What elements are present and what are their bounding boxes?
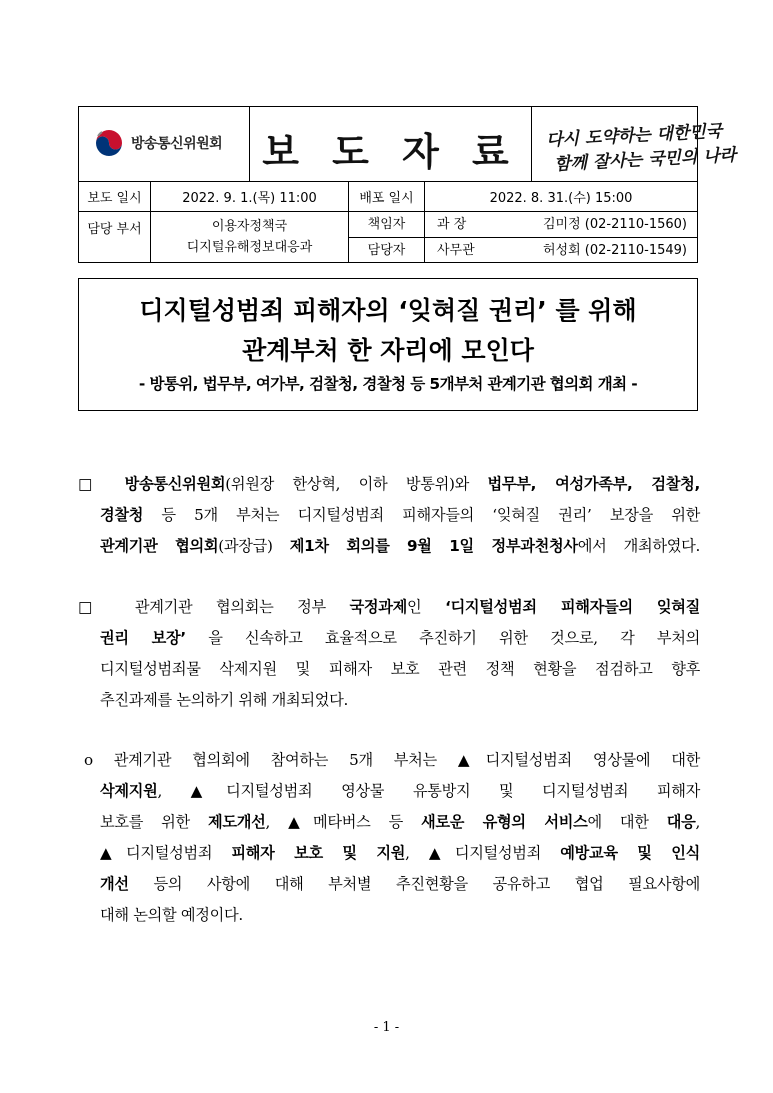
headline-line-2: 관계부처 한 자리에 모인다 bbox=[242, 336, 534, 365]
checkbox-bullet-icon: □ bbox=[78, 475, 107, 493]
text: 등 5개 부처는 디지털성범죄 피해자들의 ‘잊혀질 권리’ 보장을 위한 bbox=[143, 506, 700, 524]
text: (위원장 한상혁, 이하 방통위)와 bbox=[225, 475, 488, 493]
p3-line-2 bbox=[78, 776, 700, 807]
release-label: 보도 일시 bbox=[79, 182, 151, 211]
p1-line-1 bbox=[78, 469, 700, 500]
responsible-label: 책임자 bbox=[349, 212, 424, 238]
responsible-role: 과 장 bbox=[437, 217, 467, 232]
slogan-cell bbox=[532, 107, 737, 181]
department-row bbox=[79, 212, 697, 262]
dept-line-1: 이용자정책국 bbox=[211, 219, 288, 234]
text: 인 bbox=[407, 598, 446, 616]
distribution-value: 2022. 8. 31.(수) 15:00 bbox=[489, 191, 633, 206]
text-bold: 대응 bbox=[666, 813, 696, 831]
p1-line-3 bbox=[78, 531, 700, 562]
release-info-row bbox=[79, 182, 697, 212]
p2-line-3: 디지털성범죄물 삭제지원 및 피해자 보호 관련 정책 현황을 점검하고 향후 bbox=[100, 660, 700, 678]
p3-line-1: o 관계기관 협의회에 참여하는 5개 부처는 ▲디지털성범죄 영상물에 대한 bbox=[84, 751, 700, 769]
text: 보호를 위한 bbox=[100, 813, 208, 831]
contact-values bbox=[425, 212, 697, 262]
p3-line-4 bbox=[78, 838, 700, 869]
text: 을 신속하고 효율적으로 추진하기 위한 것으로, 각 부처의 bbox=[185, 629, 700, 647]
contact-labels bbox=[349, 212, 425, 262]
contact-row bbox=[425, 238, 697, 263]
text-bold: 제도개선 bbox=[208, 813, 266, 831]
text: ▲디지털성범죄 bbox=[100, 844, 232, 862]
text: 에 대한 bbox=[587, 813, 667, 831]
text-bold: 삭제지원 bbox=[100, 782, 158, 800]
paragraph-1 bbox=[78, 469, 700, 562]
dept-label: 담당 부서 bbox=[79, 212, 151, 262]
release-value: 2022. 9. 1.(목) 11:00 bbox=[151, 182, 349, 211]
p3-line-6: 대해 논의할 예정이다. bbox=[100, 906, 243, 924]
paragraph-3 bbox=[78, 745, 700, 931]
text-bold: 국정과제 bbox=[349, 598, 408, 616]
dept-line-2: 디지털유해정보대응과 bbox=[186, 240, 313, 255]
text-bold: 피해자 보호 및 지원 bbox=[231, 844, 406, 862]
text-bold: 법무부, 여성가족부, 검찰청, bbox=[487, 475, 701, 493]
page-number: - 1 - bbox=[373, 1020, 400, 1035]
contact-role: 사무관 bbox=[437, 242, 475, 258]
government-emblem-icon bbox=[93, 127, 125, 159]
text: (과장급) bbox=[218, 537, 290, 555]
text: , ▲디지털성범죄 영상물 유통방지 및 디지털성범죄 피해자 bbox=[157, 782, 700, 800]
contact-label: 담당자 bbox=[367, 242, 406, 258]
press-release-header bbox=[78, 106, 737, 263]
slogan-line-2: 함께 잘사는 국민의 나라 bbox=[553, 145, 737, 175]
text-bold: ‘디지털성범죄 피해자들의 잊혀질 bbox=[445, 598, 701, 616]
distribution-label: 배포 일시 bbox=[349, 182, 425, 211]
paragraph-2 bbox=[78, 592, 700, 716]
p2-line-2 bbox=[78, 623, 700, 654]
doc-type-title: 보 도 자 료 bbox=[262, 130, 519, 174]
text-bold: 새로운 유형의 서비스 bbox=[421, 813, 588, 831]
p2-line-4: 추진과제를 논의하기 위해 개최되었다. bbox=[100, 691, 349, 709]
p1-line-2 bbox=[78, 500, 700, 531]
p2-line-1 bbox=[78, 592, 700, 623]
text-bold: 예방교육 및 인식 bbox=[560, 844, 701, 862]
header-top-row bbox=[79, 107, 737, 182]
dept-value bbox=[151, 212, 349, 262]
text: , ▲메타버스 등 bbox=[265, 813, 422, 831]
responsible-person: 김미정 (02-2110-1560) bbox=[542, 217, 687, 232]
responsible-row bbox=[425, 212, 697, 238]
text-bold: 제1차 회의를 9월 1일 정부과천청사 bbox=[289, 537, 578, 555]
headline-box bbox=[78, 278, 698, 411]
contact-person: 허성회 (02-2110-1549) bbox=[542, 242, 687, 258]
org-name: 방송통신위원회 bbox=[131, 136, 223, 152]
p3-line-3 bbox=[78, 807, 700, 838]
title-cell bbox=[250, 107, 532, 181]
text: , bbox=[695, 813, 700, 831]
text: , ▲디지털성범죄 bbox=[405, 844, 561, 862]
headline-line-1: 디지털성범죄 피해자의 ‘잊혀질 권리’ 를 위해 bbox=[139, 296, 637, 325]
text-bold: 권리 보장’ bbox=[100, 629, 186, 647]
text: 에서 개최하였다. bbox=[577, 537, 700, 555]
text-bold: 개선 bbox=[100, 875, 129, 893]
text-bold: 방송통신위원회 bbox=[124, 475, 226, 493]
text-bold: 경찰청 bbox=[100, 506, 144, 524]
text-bold: 관계기관 협의회 bbox=[100, 537, 219, 555]
headline-subtitle: - 방통위, 법무부, 여가부, 검찰청, 경찰청 등 5개부처 관계기관 협의회 개최 - bbox=[138, 375, 638, 393]
logo-cell bbox=[79, 107, 250, 181]
p3-line-5 bbox=[78, 869, 700, 900]
text: 등의 사항에 대해 부처별 추진현황을 공유하고 협업 필요사항에 bbox=[128, 875, 700, 893]
slogan-line-1: 다시 도약하는 대한민국 bbox=[545, 121, 723, 151]
text: □ 관계기관 협의회는 정부 bbox=[78, 598, 350, 616]
